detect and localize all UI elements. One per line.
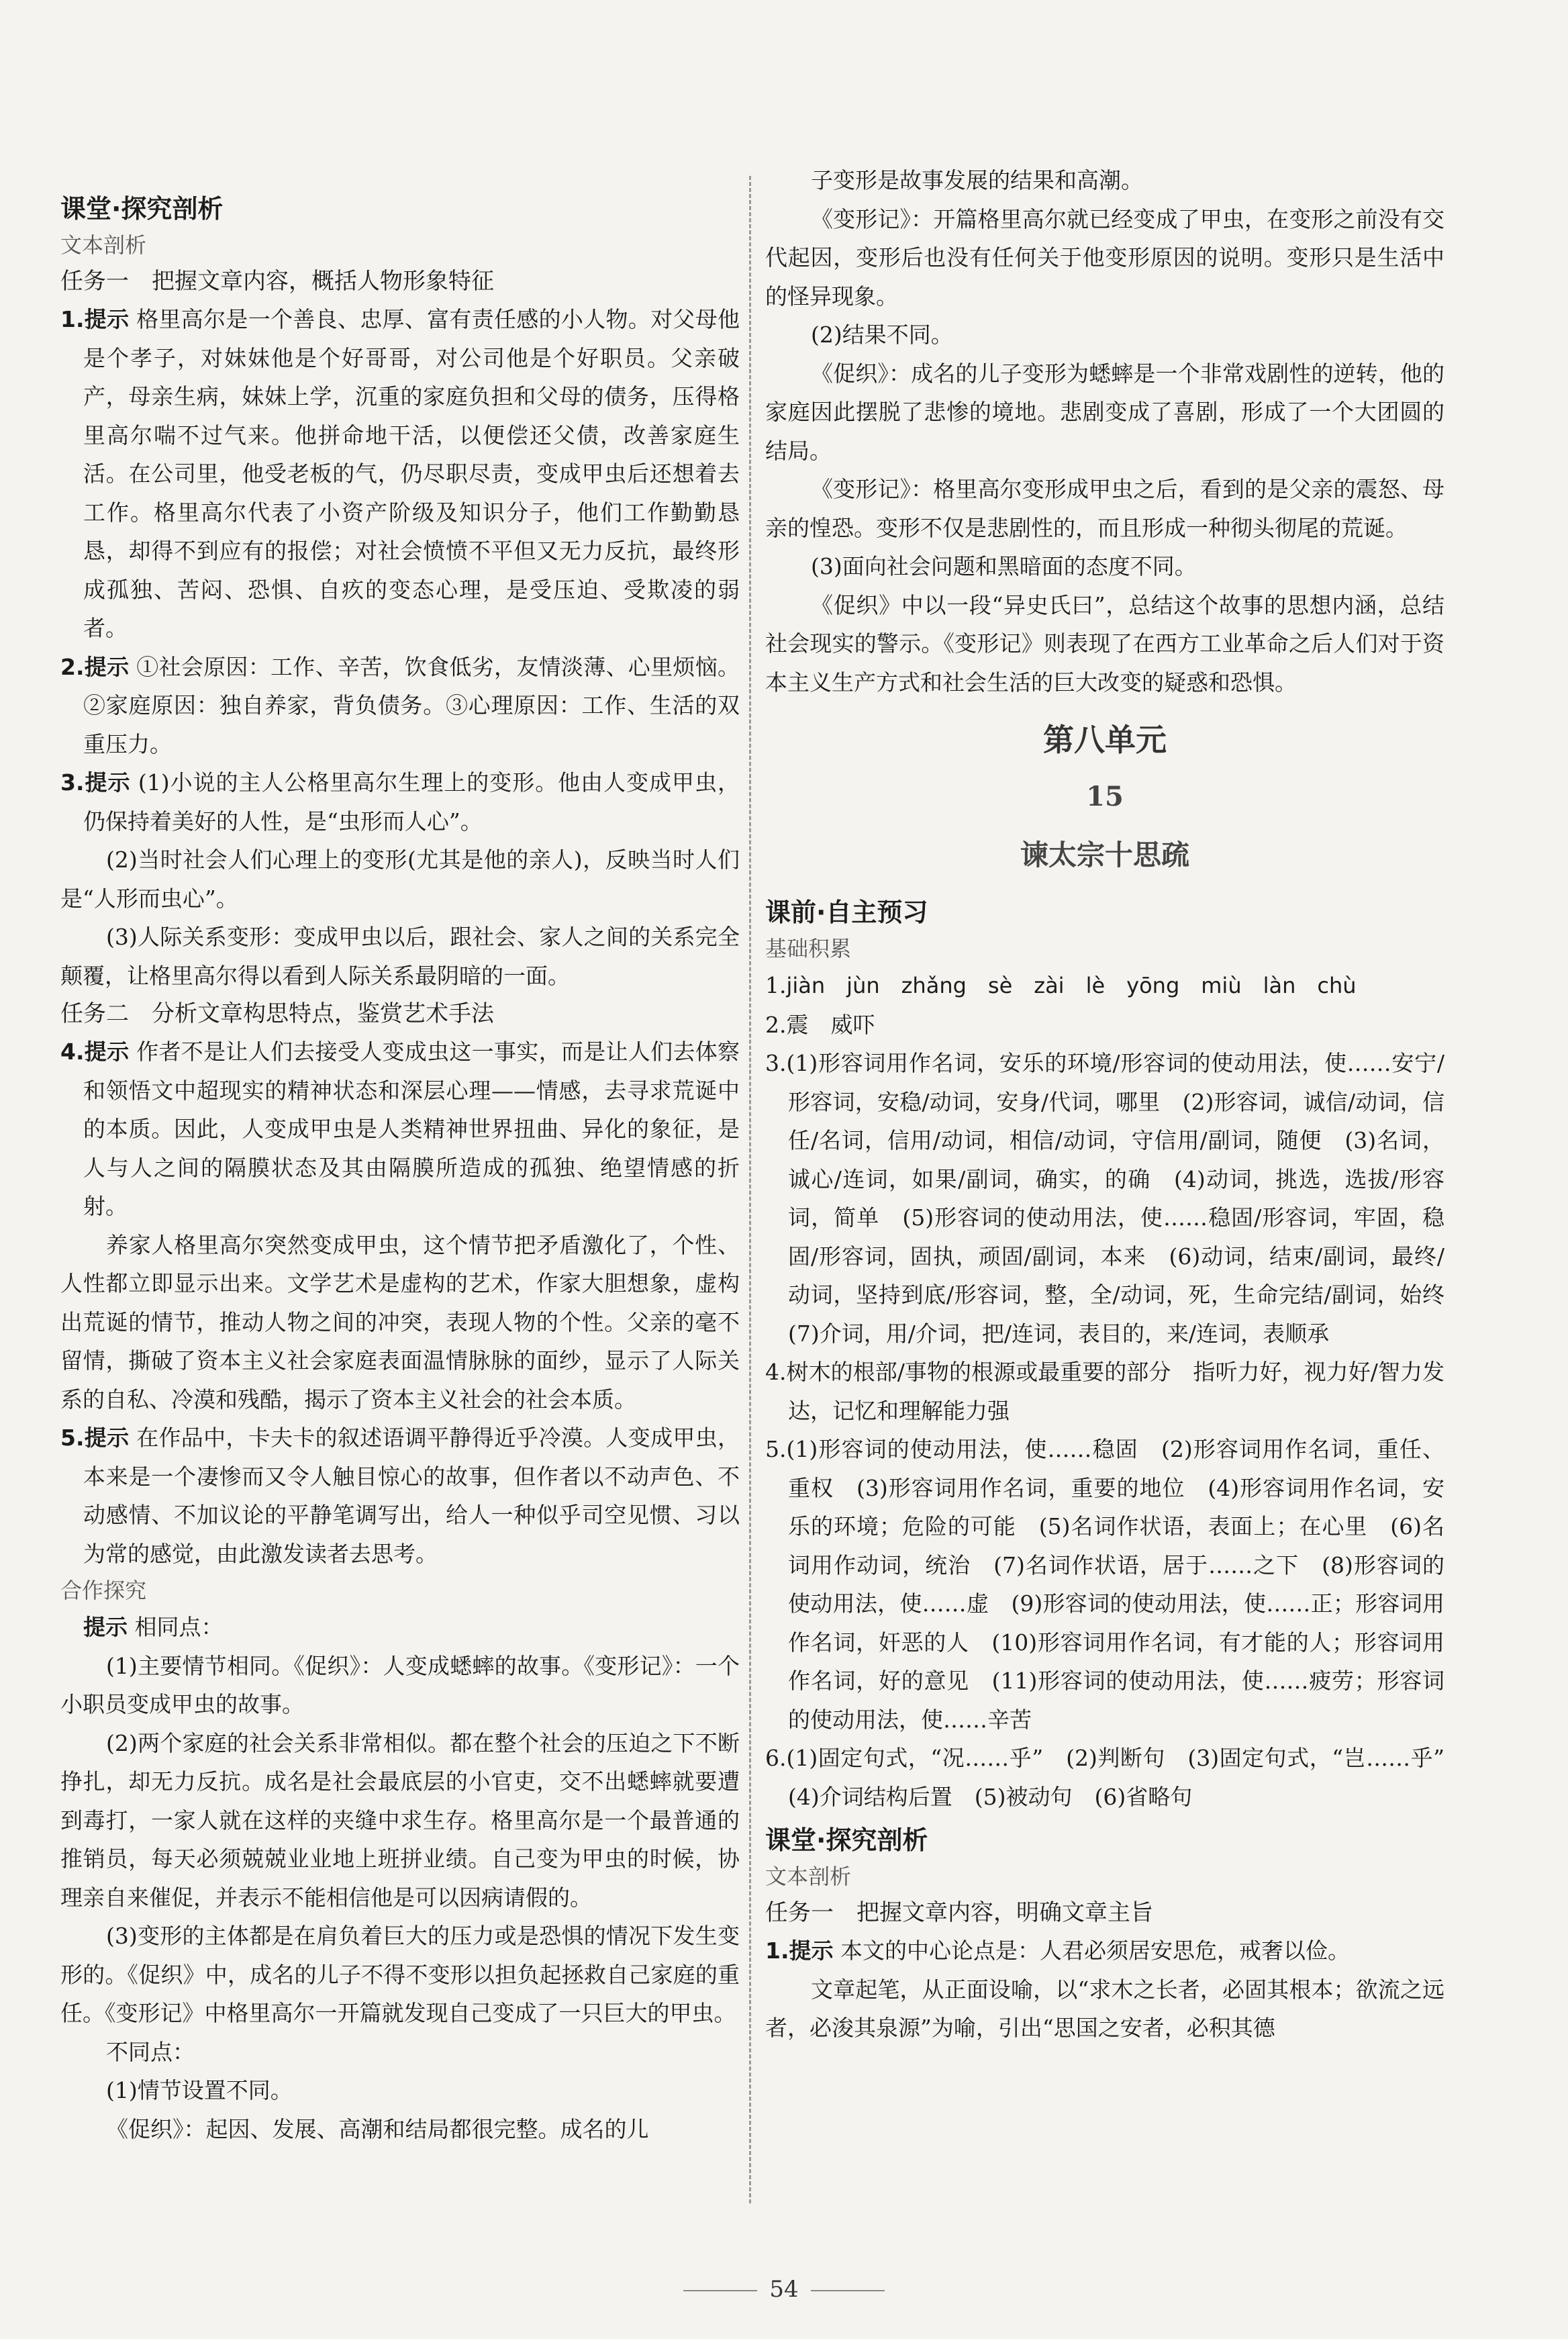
task-heading: 任务一 把握文章内容，概括人物形象特征 [60,268,494,295]
answer-1 [60,300,740,648]
answer-2 [60,648,740,764]
tip-label: 3.提示 [60,769,131,796]
task-heading: 任务一 把握文章内容，明确文章主旨 [765,1899,1153,1926]
coop-11: 《促织》中以一段“异史氏曰”，总结这个故事的思想内涵，总结社会现实的警示。《变形记》则表现了在西方工业革命之后人们对于资本主义生产方式和社会生活的巨大改变的疑惑和恐惧。 [765,591,1444,696]
footer-rule-right [811,2290,885,2291]
answer-5 [60,1419,740,1573]
left-column [60,185,740,2148]
coop-2: (2)两个家庭的社会关系非常相似。都在整个社会的压迫之下不断挣扎，却无力反抗。成名是社会最底层的小官吏，交不出蟋蟀就要遭到毒打，一家人就在这样的夹缝中求生存。格里高尔是一个最普通的推销员，每天必须兢兢业业地上班拼业绩。自己变为甲虫的时候，协理亲自来催促，并表示不能相信他是可以因病请假的。 [60,1729,740,1911]
answer-4 [60,1033,740,1226]
coop-10: (3)面向社会问题和黑暗面的态度不同。 [811,553,1197,579]
subsection-label: 文本剖析 [60,232,147,258]
tip-label: 提示 [83,1614,128,1640]
answer-3b: (2)当时社会人们心理上的变形(尤其是他的亲人)，反映当时人们是“人形而虫心”。 [60,847,740,912]
tip-label: 4.提示 [60,1039,130,1065]
unit-title: 第八单元 [1043,722,1167,758]
coop-6: 《变形记》：开篇格里高尔就已经变成了甲虫，在变形之前没有交代起因，变形后也没有任何关于他变形原因的说明。变形只是生活中的怪异现象。 [765,205,1444,309]
answer-r1b: 文章起笔，从正面设喻，以“求木之长者，必固其根本；欲流之远者，必浚其泉源”为喻，引出“思国之安者，必积其德 [765,1976,1444,2041]
question-5: 5.(1)形容词的使动用法，使……稳固 (2)形容词用作名词，重任、重权 (3)形容词用作名词，重要的地位 (4)形容词用作名词，安乐的环境；危险的可能 (5)名词作状语，表面上；在心里 (6)名词用作动词，统治 (7)名词作状语，居于……之下 (8)形容词的使动用法，使……虚 (9)形容词的使动用法，使……正；形容词用作名词，奸恶的人 (10)形容词用作名词，有才能的人；形容词用作名词，好的意见 (11)形容词的使动用法，使……疲劳；形容词的使动用法，使……辛苦 [765,1436,1444,1733]
section-heading: 课前·自主预习 [765,898,928,927]
subsection-label: 文本剖析 [765,1864,852,1889]
section-heading: 课堂·探究剖析 [765,1825,928,1855]
column-divider [749,176,751,2203]
answer-text: 在作品中，卡夫卡的叙述语调平静得近乎冷漠。人变成甲虫，本来是一个凄惨而又令人触目惊心的故事，但作者以不动声色、不动感情、不加议论的平静笔调写出，给人一种似乎司空见惯、习以为常的感觉，由此激发读者去思考。 [83,1425,740,1567]
coop-same-label: 相同点： [134,1614,224,1640]
answer-r1 [765,1931,1444,1970]
question-1 [765,966,1444,1006]
answer-3 [60,763,740,841]
answer-text: 格里高尔是一个善良、忠厚、富有责任感的小人物。对父母他是个孝子，对妹妹他是个好哥哥，对公司他是个好职员。父亲破产，母亲生病，妹妹上学，沉重的家庭负担和父母的债务，压得格里高尔喘不过气来。他拼命地干活，以便偿还父债，改善家庭生活。在公司里，他受老板的气，仍尽职尽责，变成甲虫后还想着去工作。格里高尔代表了小资产阶级及知识分子，他们工作勤勤恳恳，却得不到应有的报偿；对社会愤愤不平但又无力反抗，最终形成孤独、苦闷、恐惧、自疚的变态心理，是受压迫、受欺凌的弱者。 [83,306,740,641]
lesson-title: 谏太宗十思疏 [1020,839,1189,871]
subsection-label: 基础积累 [765,936,852,961]
coop-4: (1)情节设置不同。 [106,2077,293,2103]
task-heading: 任务二 分析文章构思特点，鉴赏艺术手法 [60,1000,494,1027]
answer-3c: (3)人际关系变形：变成甲虫以后，跟社会、家人之间的关系完全颠覆，让格里高尔得以看到人际关系最阴暗的一面。 [60,924,740,989]
coop-8: 《促织》：成名的儿子变形为蟋蟀是一个非常戏剧性的逆转，他的家庭因此摆脱了悲惨的境地。悲剧变成了喜剧，形成了一个大团圆的结局。 [765,360,1444,464]
tip-label: 2.提示 [60,653,130,680]
coop-5-cont: 子变形是故事发展的结果和高潮。 [811,167,1143,193]
coop-9: 《变形记》：格里高尔变形成甲虫之后，看到的是父亲的震怒、母亲的惶恐。变形不仅是悲剧性的，而且形成一种彻头彻尾的荒诞。 [765,476,1444,541]
coop-7: (2)结果不同。 [811,322,953,348]
coop-3: (3)变形的主体都是在肩负着巨大的压力或是恐惧的情况下发生变形的。《促织》中，成名的儿子不得不变形以担负起拯救自己家庭的重任。《变形记》中格里高尔一开篇就发现自己变成了一只巨大的甲虫。 [60,1923,740,2026]
pinyin-answers: jiàn jùn zhǎng sè zài lè yōng miù làn chù [786,973,1357,998]
coop-1: (1)主要情节相同。《促织》：人变成蟋蟀的故事。《变形记》：一个小职员变成甲虫的故事。 [60,1652,740,1717]
page-footer [0,2276,1568,2303]
question-4: 4.树木的根部/事物的根源或最重要的部分 指听力好，视力好/智力发达，记忆和理解能力强 [765,1359,1444,1424]
coop-intro [60,1608,740,1647]
section-heading: 课堂·探究剖析 [60,194,224,224]
coop-diff-label: 不同点： [106,2038,195,2065]
question-6: 6.(1)固定句式，“况……乎” (2)判断句 (3)固定句式，“岂……乎” (4)介词结构后置 (5)被动句 (6)省略句 [765,1745,1467,1810]
right-column [765,161,1467,2048]
tip-label: 1.提示 [60,306,130,332]
answer-text: 本文的中心论点是：人君必须居安思危，戒奢以俭。 [840,1938,1350,1964]
answer-text: 作者不是让人们去接受人变成虫这一事实，而是让人们去体察和领悟文中超现实的精神状态和深层心理——情感，去寻求荒诞中的本质。因此，人变成甲虫是人类精神世界扭曲、异化的象征，是人与人之间的隔膜状态及其由隔膜所造成的孤独、绝望情感的折射。 [83,1039,740,1219]
coop-5: 《促织》：起因、发展、高潮和结局都很完整。成名的儿 [106,2115,649,2142]
subsection-label: 合作探究 [60,1578,147,1603]
answer-text: (1)小说的主人公格里高尔生理上的变形。他由人变成甲虫，仍保持着美好的人性，是“虫形而人心”。 [83,769,740,834]
answer-4b: 养家人格里高尔突然变成甲虫，这个情节把矛盾激化了，个性、人性都立即显示出来。文学艺术是虚构的艺术，作家大胆想象，虚构出荒诞的情节，推动人物之间的冲突，表现人物的个性。父亲的毫不留情，撕破了资本主义社会家庭表面温情脉脉的面纱，显示了人际关系的自私、冷漠和残酷，揭示了资本主义社会的社会本质。 [60,1231,740,1413]
q-label: 1. [765,972,787,998]
footer-rule-left [683,2290,757,2291]
tip-label: 1.提示 [765,1938,834,1964]
question-3: 3.(1)形容词用作名词，安乐的环境/形容词的使动用法，使……安宁/形容词，安稳/动词，安身/代词，哪里 (2)形容词，诚信/动词，信任/名词，信用/动词，相信/动词，守信用/副词，随便 (3)名词，诚心/连词，如果/副词，确实，的确 (4)动词，挑选，选拔/形容词，简单 (5)形容词的使动用法，使……稳固/形容词，牢固，稳固/形容词，固执，顽固/副词，本来 (6)动词，结束/副词，最终/动词，坚持到底/形容词，整，全/动词，死，生命完结/副词，始终 (7)介词，用/介词，把/连词，表目的，来/连词，表顺承 [765,1050,1467,1347]
page-number: 54 [769,2276,799,2303]
tip-label: 5.提示 [60,1425,130,1451]
lesson-number: 15 [1086,781,1124,812]
question-2: 2.震 威吓 [765,1011,875,1038]
answer-text: ①社会原因：工作、辛苦，饮食低劣，友情淡薄、心里烦恼。②家庭原因：独自养家，背负债务。③心理原因：工作、生活的双重压力。 [83,653,740,757]
